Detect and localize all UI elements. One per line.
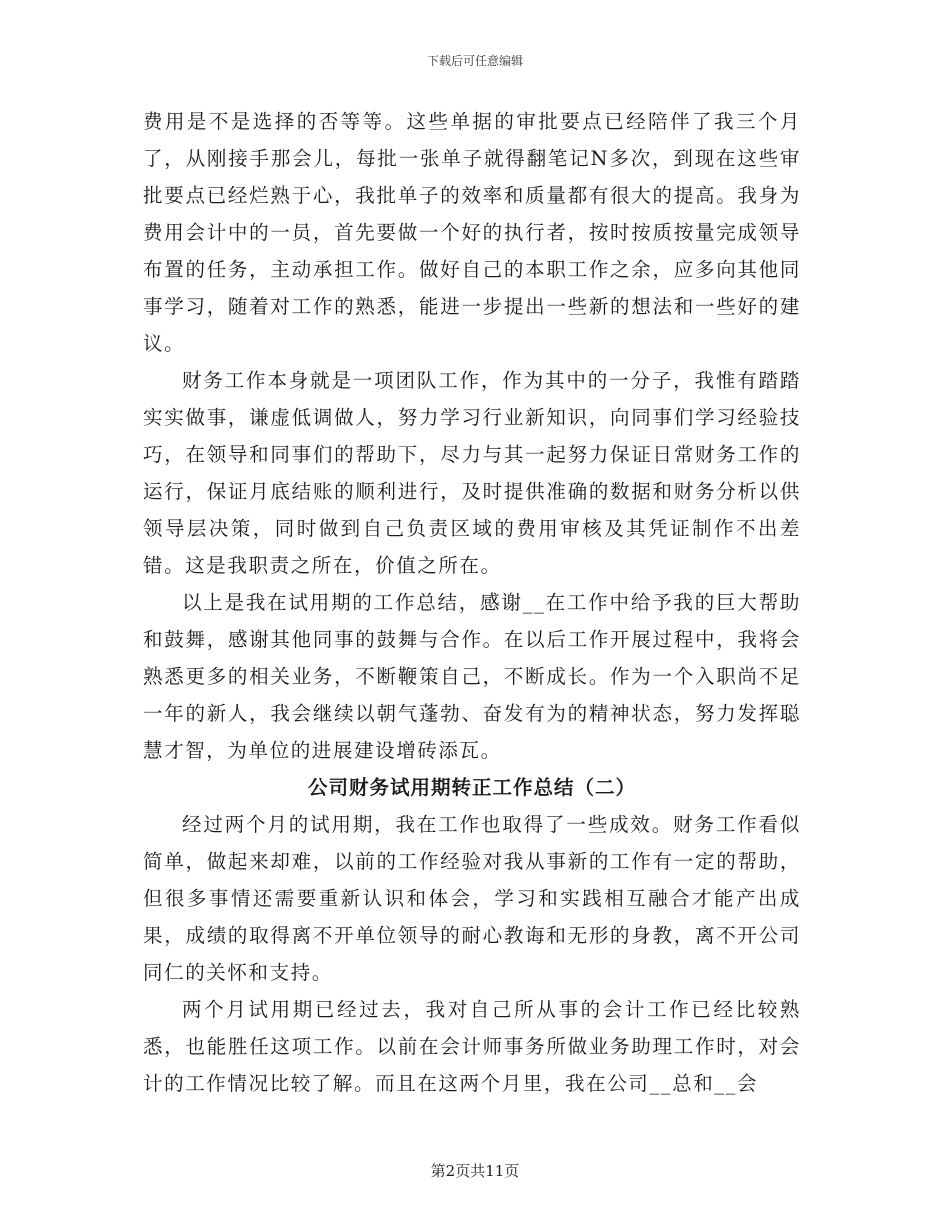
page-number: 第2页共11页 (430, 1162, 520, 1180)
section-title: 公司财务试用期转正工作总结（二） (307, 776, 636, 799)
document-body (143, 103, 801, 1102)
paragraph-teamwork: 财务工作本身就是一项团队工作，作为其中的一分子，我惟有踏踏实实做事，谦虚低调做人，努力学习行业新知识，向同事们学习经验技巧，在领导和同事们的帮助下，尽力与其一起努力保证日常财务工作的运行，保证月底结账的顺利进行，及时提供准确的数据和财务分析以供领导层决策，同时做到自己负责区域的费用审核及其凭证制作不出差错。这是我职责之所在，价值之所在。 (143, 369, 801, 577)
paragraph-trial-results: 经过两个月的试用期，我在工作也取得了一些成效。财务工作看似简单，做起来却难，以前的工作经验对我从事新的工作有一定的帮助，但很多事情还需要重新认识和体会，学习和实践相互融合才能产出成果，成绩的取得离不开单位领导的耐心教诲和无形的身教，离不开公司同仁的关怀和支持。 (143, 813, 801, 984)
paragraph-summary: 以上是我在试用期的工作总结，感谢__在工作中给予我的巨大帮助和鼓舞，感谢其他同事的鼓舞与合作。在以后工作开展过程中，我将会熟悉更多的相关业务，不断鞭策自己，不断成长。作为一个入职尚不足一年的新人，我会继续以朝气蓬勃、奋发有为的精神状态，努力发挥聪慧才智，为单位的进展建设增砖添瓦。 (143, 591, 801, 762)
paragraph-trial-past: 两个月试用期已经过去，我对自己所从事的会计工作已经比较熟悉，也能胜任这项工作。以前在会计师事务所做业务助理工作时，对会计的工作情况比较了解。而且在这两个月里，我在公司__总和__会 (143, 998, 801, 1095)
page-header: 下载后可任意编辑 (426, 54, 523, 68)
paragraph-continued: 费用是不是选择的否等等。这些单据的审批要点已经陪伴了我三个月了，从刚接手那会儿，每批一张单子就得翻笔记N多次，到现在这些审批要点已经烂熟于心，我批单子的效率和质量都有很大的提高。我身为费用会计中的一员，首先要做一个好的执行者，按时按质按量完成领导布置的任务，主动承担工作。做好自己的本职工作之余，应多向其他同事学习，随着对工作的熟悉，能进一步提出一些新的想法和一些好的建议。 (143, 110, 801, 355)
